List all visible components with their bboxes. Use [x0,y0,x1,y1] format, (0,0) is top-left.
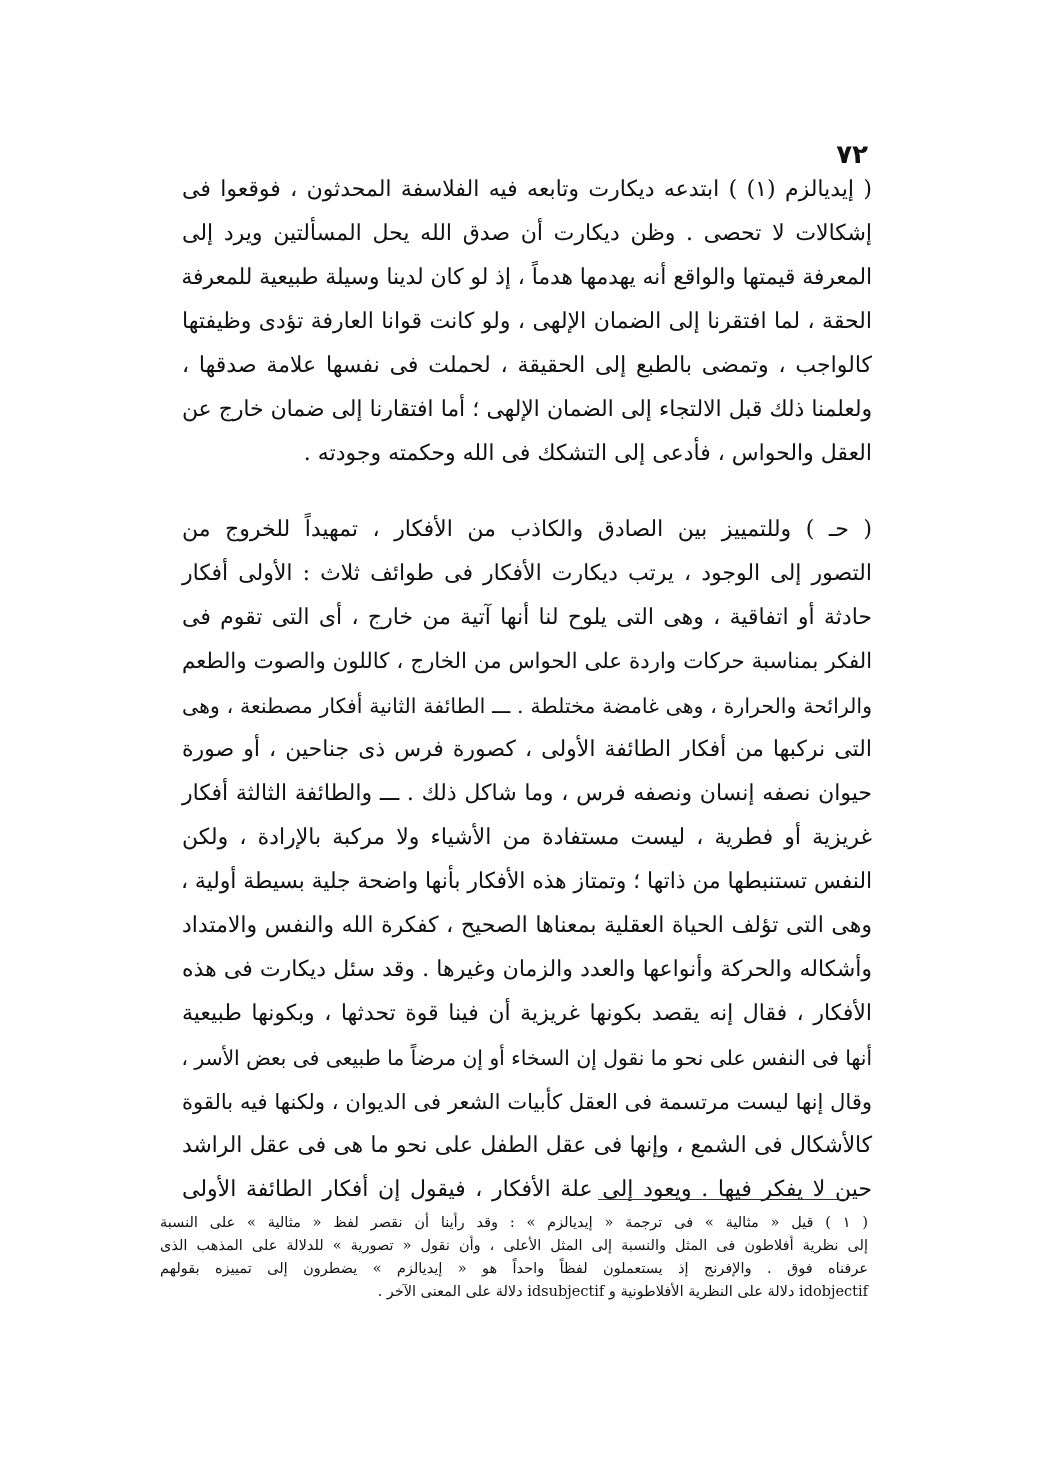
page-number: ٧٢ [836,140,868,170]
text-line: وهى التى تؤلف الحياة العقلية بمعناها الصحيح ، كفكرة الله والنفس والامتداد [182,913,872,938]
text-line: والرائحة والحرارة ، وهى غامضة مختلطة . ـــ الطائفة الثانية أفكار مصطنعة ، وهى [182,694,872,718]
paragraph-idealism-critique [182,168,872,476]
text-line: الفكر بمناسبة حركات واردة على الحواس من الخارج ، كاللون والصوت والطعم [182,649,872,674]
footnote-line: ( ١ ) قيل « مثالية » فى ترجمة « إيديالزم » : وقد رأينا أن نقصر لفظ « مثالية » على النسبة [160,1215,868,1231]
text-line: العقل والحواس ، فأدعى إلى التشكك فى الله وحكمته وجودته . [303,441,872,466]
footnote [160,1212,868,1304]
text-line: التى نركبها من أفكار الطائفة الأولى ، كصورة فرس ذى جناحين ، أو صورة [182,737,872,762]
text-line: ( حـ ) وللتمييز بين الصادق والكاذب من الأفكار ، تمهيداً للخروج من [182,517,872,542]
text-line: حيوان نصفه إنسان ونصفه فرس ، وما شاكل ذلك . ـــ والطائفة الثالثة أفكار [182,781,872,806]
text-line: التصور إلى الوجود ، يرتب ديكارت الأفكار فى طوائف ثلاث : الأولى أفكار [182,561,872,586]
footnote-line: إلى نظرية أفلاطون فى المثل والنسبة إلى المثل الأعلى ، وأن نقول « تصورية » للدلالة على المذهب الذى [160,1238,868,1254]
text-line: أنها فى النفس على نحو ما نقول إن السخاء أو إن مرضاً ما طبيعى فى بعض الأسر ، [181,1046,872,1070]
text-line: ( إيديالزم (١) ) ابتدعه ديكارت وتابعه فيه الفلاسفة المحدثون ، فوقعوا فى [182,177,873,202]
text-line: النفس تستنبطها من ذاتها ؛ وتمتاز هذه الأفكار بأنها واضحة جلية بسيطة أولية ، [180,869,872,894]
paragraph-three-kinds-of-ideas [182,508,872,1212]
text-line: وأشكاله والحركة وأنواعها والعدد والزمان وغيرها . وقد سئل ديكارت فى هذه [182,957,872,982]
text-line: غريزية أو فطرية ، ليست مستفادة من الأشياء ولا مركبة بالإرادة ، ولكن [182,825,872,850]
text-line: ولعلمنا ذلك قبل الالتجاء إلى الضمان الإلهى ؛ أما افتقارنا إلى ضمان خارج عن [182,397,872,422]
text-line: المعرفة قيمتها والواقع أنه يهدمها هدماً ، إذ لو كان لدينا وسيلة طبيعية للمعرفة [181,265,872,290]
text-line: حين لا يفكر فيها . ويعود إلى علة الأفكار ، فيقول إن أفكار الطائفة الأولى [182,1177,872,1202]
text-line: إشكالات لا تحصى . وظن ديكارت أن صدق الله يحل المسألتين ويرد إلى [182,221,872,246]
footnote-line: idobjectif دلالة على النظرية الأفلاطونية و idsubjectif دلالة على المعنى الآخر . [377,1284,868,1300]
text-line: كالواجب ، وتمضى بالطبع إلى الحقيقة ، لحملت فى نفسها علامة صدقها ، [182,353,872,378]
text-line: حادثة أو اتفاقية ، وهى التى يلوح لنا أنها آتية من خارج ، أى التى تقوم فى [182,605,872,630]
footnote-line: عرفناه فوق . والإفرنج إذ يستعملون لفظاً واحداً هو « إيديالزم » يضطرون إلى تمييزه بقولهم [160,1261,868,1277]
text-line: الأفكار ، فقال إنه يقصد بكونها غريزية أن فينا قوة تحدثها ، وبكونها طبيعية [182,1001,872,1026]
footnote-separator [598,1199,848,1200]
text-line: كالأشكال فى الشمع ، وإنها فى عقل الطفل على نحو ما هى فى عقل الراشد [182,1133,872,1158]
text-line: الحقة ، لما افتقرنا إلى الضمان الإلهى ، ولو كانت قوانا العارفة تؤدى وظيفتها [182,309,872,334]
text-line: وقال إنها ليست مرتسمة فى العقل كأبيات الشعر فى الديوان ، ولكنها فيه بالقوة [182,1090,872,1114]
